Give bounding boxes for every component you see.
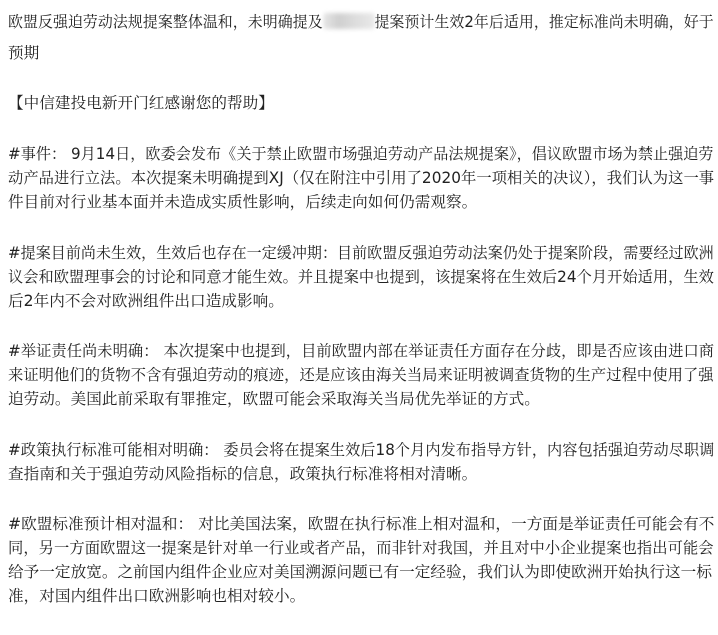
proof-line-3: 迫劳动。美国此前采取有罪推定，欧盟可能会采取海关当局优先举证的方式。 xyxy=(8,390,540,408)
effect-line-2: 议会和欧盟理事会的讨论和同意才能生效。并且提案中也提到，该提案将在生效后24个月开始适用，生效 xyxy=(8,268,714,286)
event-line-2: 动产品进行立法。本次提案未明确提到XJ（仅在附注中引用了2020年一项相关的决议），我们认为这一事 xyxy=(8,169,715,187)
headline-line-1 xyxy=(8,11,714,33)
eu-standard-line-4: 准，对国内组件出口欧洲影响也相对较小。 xyxy=(8,587,306,605)
headline-line-2: 预期 xyxy=(8,44,40,62)
policy-line-2: 查指南和关于强迫劳动风险指标的信息，政策执行标准将相对清晰。 xyxy=(8,465,478,483)
event-line-1: #事件： 9月14日，欧委会发布《关于禁止欧盟市场强迫劳动产品法规提案》，倡议欧盟市场为禁止强迫劳 xyxy=(8,145,714,163)
proof-line-2: 来证明他们的货物不含有强迫劳动的痕迹，还是应该由海关当局来证明被调查货物的生产过程中使用了强 xyxy=(8,366,714,384)
eu-standard-line-3: 给予一定放宽。之前国内组件企业应对美国溯源问题已有一定经验，我们认为即使欧洲开始执行这一标 xyxy=(8,563,712,581)
effect-line-1: #提案目前尚未生效，生效后也存在一定缓冲期：目前欧盟反强迫劳动法案仍处于提案阶段，需要经过欧洲 xyxy=(8,244,714,262)
headline-text-after: 提案预计生效2年后适用，推定标准尚未明确，好于 xyxy=(374,13,714,31)
effect-line-3: 后2年内不会对欧洲组件出口造成影响。 xyxy=(8,292,284,310)
eu-standard-line-1: #欧盟标准预计相对温和： 对比美国法案，欧盟在执行标准上相对温和，一方面是举证责任可能会有不 xyxy=(8,515,715,533)
proof-line-1: #举证责任尚未明确： 本次提案中也提到，目前欧盟内部在举证责任方面存在分歧，即是否应该由进口商 xyxy=(8,342,715,360)
event-line-3: 件目前对行业基本面并未造成实质性影响，后续走向如何仍需观察。 xyxy=(8,193,478,211)
policy-line-1: #政策执行标准可能相对明确： 委员会将在提案生效后18个月内发布指导方针，内容包括强迫劳动尽职调 xyxy=(8,441,715,459)
eu-standard-line-2: 同，另一方面欧盟这一提案是针对单一行业或者产品，而非针对我国，并且对中小企业提案也指出可能会 xyxy=(8,539,714,557)
headline-text-before: 欧盟反强迫劳动法规提案整体温和，未明确提及 xyxy=(8,13,323,31)
redacted-blur xyxy=(323,13,375,29)
thanks-line: 【中信建投电新开门红感谢您的帮助】 xyxy=(8,94,274,112)
